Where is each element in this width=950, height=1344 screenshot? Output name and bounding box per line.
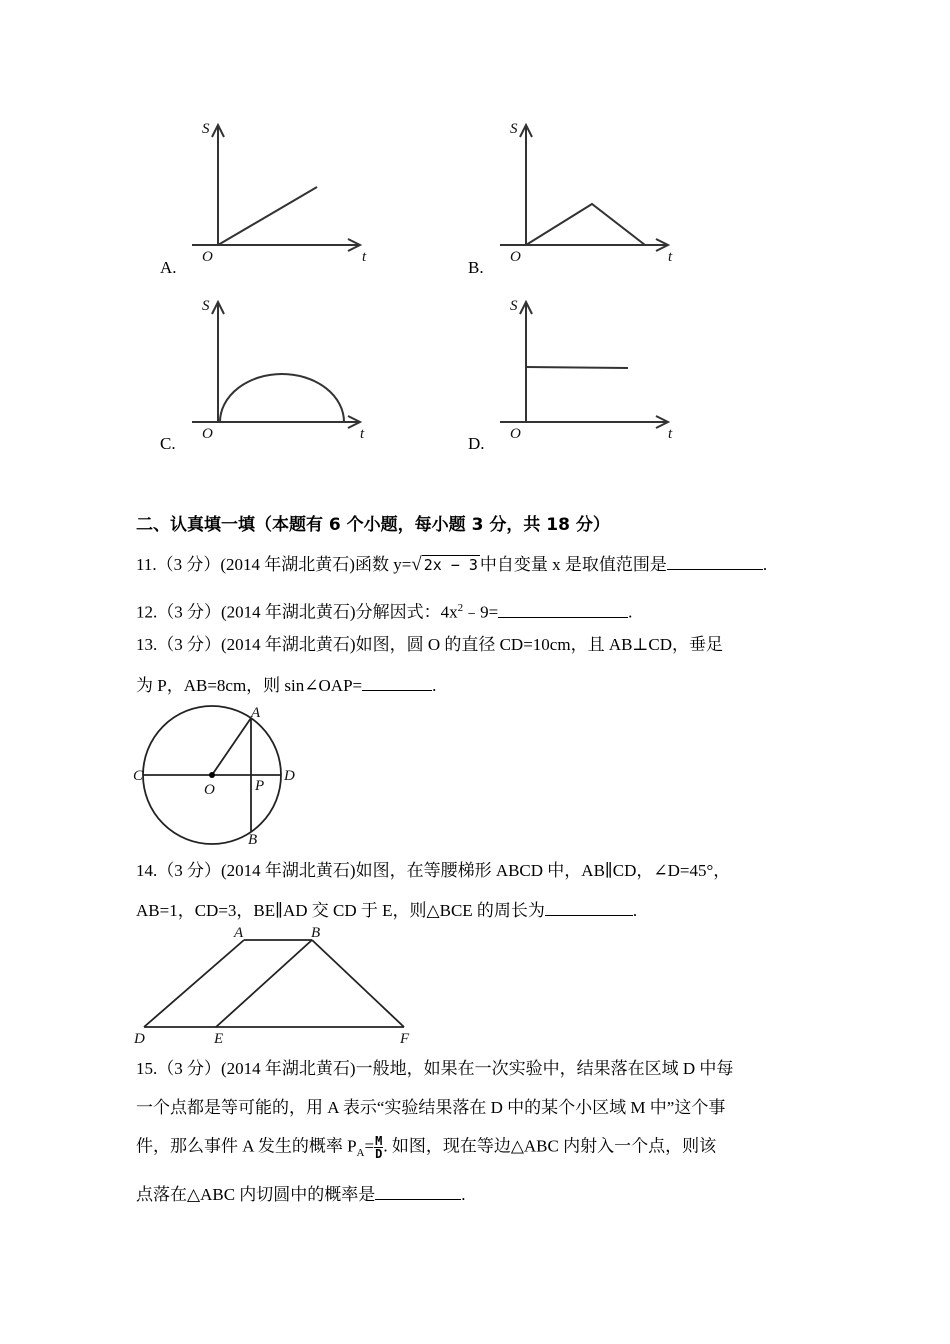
t-axis-label: t [360,426,365,442]
graph-a [180,115,380,265]
point-a-label: A [251,705,261,721]
graph-d [488,292,688,444]
point-f-label: F [400,1031,410,1047]
fraction-numerator: M [375,1134,383,1148]
s-axis-label: S [510,298,518,314]
origin-label: O [510,426,521,442]
q11-suffix: 中自变量 x 是取值范围是 [479,555,667,574]
question-11 [136,551,767,576]
option-a-label: A. [160,258,177,277]
origin-label: O [202,426,213,442]
question-15-line-3 [136,1135,716,1164]
question-15-line-2: 一个点都是等可能的，用 A 表示“实验结果落在 D 中的某个小区域 M 中”这个事 [136,1098,726,1117]
t-axis-label: t [668,249,673,265]
q12-exponent: 2 [457,602,464,614]
graph-c [180,292,380,444]
option-c-label: C. [160,434,176,453]
question-13-line-1: 13.（3 分）(2014 年湖北黄石)如图，圆 O 的直径 CD=10cm，且 AB⊥CD，垂足 [136,635,724,654]
point-p-label: P [255,778,265,794]
point-d-label: D [134,1031,145,1047]
option-d-label: D. [468,434,485,453]
point-d-label: D [284,768,295,784]
q14-end: . [632,901,638,920]
t-axis-label: t [668,426,673,442]
s-axis-label: S [202,121,210,137]
q12-end: . [628,602,633,622]
q13-end: . [432,676,437,695]
q14-line2-text: AB=1，CD=3，BE∥AD 交 CD 于 E，则△BCE 的周长为 [136,901,545,920]
s-axis-label: S [510,121,518,137]
circle-figure [130,700,330,850]
graph-b [488,115,688,265]
q14-answer-blank[interactable] [545,897,633,916]
question-12 [136,597,632,624]
t-axis-label: t [362,249,367,265]
point-c-label: C [133,768,144,784]
question-15-line-1: 15.（3 分）(2014 年湖北黄石)一般地，如果在一次实验中，结果落在区域 D 中每 [136,1059,734,1078]
q15-line3-post: . 如图，现在等边△ABC 内射入一个点，则该 [383,1136,717,1156]
sqrt-argument: 2x − 3 [423,556,478,574]
q15-end: . [461,1185,466,1204]
option-b-label: B. [468,258,484,277]
point-o-label: O [204,782,215,798]
q15-line3-text: 件，那么事件 A 发生的概率 P [136,1136,357,1156]
q11-answer-blank[interactable] [667,551,763,570]
q11-prefix: 11.（3 分）(2014 年湖北黄石)函数 y= [136,555,412,574]
point-e-label: E [214,1031,224,1047]
sqrt-expression: √ 2x − 3 [411,554,478,575]
q15-subscript: A [356,1146,365,1159]
point-b-label: B [311,925,321,941]
question-14-line-2 [136,897,637,922]
q12-answer-blank[interactable] [498,599,628,618]
origin-label: O [202,249,213,265]
section-title: 二、认真填一填（本题有 6 个小题，每小题 3 分，共 18 分） [136,515,610,535]
question-14-line-1: 14.（3 分）(2014 年湖北黄石)如图，在等腰梯形 ABCD 中，AB∥CD，∠D=45°， [136,861,731,880]
probability-fraction [374,1135,383,1160]
origin-label: O [510,249,521,265]
q15-answer-blank[interactable] [375,1181,461,1200]
fraction-denominator: D [375,1147,383,1161]
q11-end: . [762,555,768,574]
q15-line4-text: 点落在△ABC 内切圆中的概率是 [136,1185,376,1204]
s-axis-label: S [202,298,210,314]
point-b-label: B [248,832,258,848]
point-a-label: A [234,925,244,941]
trapezoid-figure [130,922,420,1047]
question-13-line-2 [136,672,436,697]
q13-answer-blank[interactable] [362,672,432,691]
q12-mid: ﹣9= [463,602,499,622]
q15-equals: = [364,1136,375,1156]
question-15-line-4 [136,1181,466,1206]
q13-line2-text: 为 P，AB=8cm，则 sin∠OAP= [136,676,363,695]
q12-prefix: 12.（3 分）(2014 年湖北黄石)分解因式：4x [136,602,458,622]
